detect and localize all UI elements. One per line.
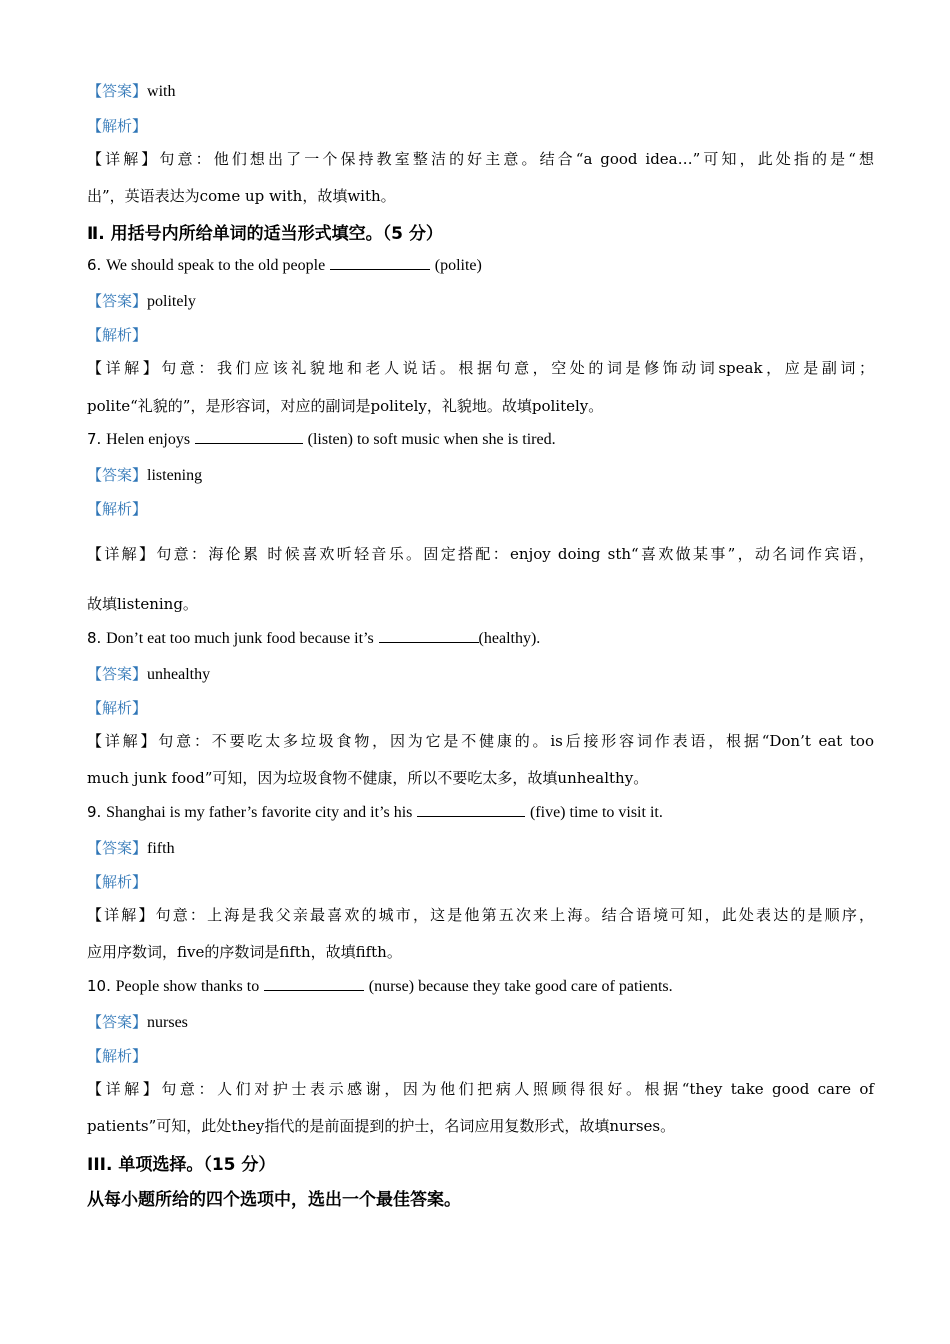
analysis-label: 【解析】 — [87, 699, 148, 717]
q6-stem-before: We should speak to the old people — [106, 257, 326, 274]
q7-detail-text2: 故填listening。 — [87, 595, 198, 613]
detail-label: 【详解】 — [87, 1080, 162, 1098]
q8-detail-text2: much junk food”可知，因为垃圾食物不健康，所以不要吃太多，故填unhealthy。 — [87, 769, 649, 787]
q9-detail-line1 — [87, 904, 874, 925]
q5-detail-text1: 句意：他们想出了一个保持教室整洁的好主意。结合“a good idea…”可知，此处指的是“想 — [159, 150, 874, 168]
q9-detail-text2: 应用序数词，five的序数词是fifth，故填fifth。 — [87, 943, 402, 961]
q8-detail-line1 — [87, 730, 874, 751]
q5-detail-line1 — [87, 148, 874, 169]
q7-answer: listening — [147, 467, 203, 484]
q8-answer: unhealthy — [147, 666, 211, 683]
detail-label: 【详解】 — [87, 732, 159, 750]
q6-detail-line2 — [87, 395, 874, 416]
q7-detail-line2 — [87, 593, 874, 614]
q6-stem-after: (polite) — [434, 257, 482, 274]
q9-number: 9. — [87, 803, 102, 821]
analysis-label: 【解析】 — [87, 1047, 148, 1065]
q5-analysis-label — [87, 115, 874, 136]
q10-detail-line1 — [87, 1078, 874, 1099]
q7-stem-after: (listen) to soft music when she is tired. — [307, 431, 556, 448]
q7-number: 7. — [87, 430, 102, 448]
q9-stem-before: Shanghai is my father’s favorite city and it’s his — [106, 804, 413, 821]
q9-detail-text1: 句意：上海是我父亲最喜欢的城市，这是他第五次来上海。结合语境可知，此处表达的是顺序， — [155, 906, 874, 924]
q9-analysis-label — [87, 871, 874, 892]
q8-stem-after: (healthy). — [478, 630, 541, 647]
q10-stem-before: People show thanks to — [115, 978, 260, 995]
q7-analysis-label — [87, 498, 874, 519]
q6-number: 6. — [87, 256, 102, 274]
q9-answer: fifth — [147, 840, 175, 857]
q8-blank — [379, 628, 479, 643]
q5-detail-text2: 出”，英语表达为come up with，故填with。 — [87, 187, 396, 205]
q5-detail-line2 — [87, 185, 874, 206]
q10-detail-line2 — [87, 1115, 874, 1136]
answer-label: 【答案】 — [87, 292, 148, 310]
q10-answer-line — [87, 1011, 874, 1032]
q8-detail-text1: 句意：不要吃太多垃圾食物，因为它是不健康的。is后接形容词作表语，根据“Don’t eat too — [158, 732, 874, 750]
q10-stem-after: (nurse) because they take good care of patients. — [368, 978, 673, 995]
q10-stem — [87, 976, 874, 996]
q10-answer: nurses — [147, 1014, 188, 1031]
q8-answer-line — [87, 663, 874, 684]
q6-detail-text1: 句意：我们应该礼貌地和老人说话。根据句意，空处的词是修饰动词speak，应是副词； — [161, 359, 874, 377]
detail-label: 【详解】 — [87, 359, 162, 377]
q9-answer-line — [87, 837, 874, 858]
q10-analysis-label — [87, 1045, 874, 1066]
q7-detail-text1: 句意：海伦累 时候喜欢听轻音乐。固定搭配：enjoy doing sth“喜欢做某事”，动名词作宾语， — [156, 545, 874, 563]
q9-stem-after: (five) time to visit it. — [529, 804, 663, 821]
answer-label: 【答案】 — [87, 839, 148, 857]
answer-label: 【答案】 — [87, 82, 148, 100]
q6-answer: politely — [147, 293, 196, 310]
q7-stem-before: Helen enjoys — [106, 431, 191, 448]
answer-label: 【答案】 — [87, 1013, 148, 1031]
analysis-label: 【解析】 — [87, 873, 148, 891]
analysis-label: 【解析】 — [87, 500, 148, 518]
q7-detail-line1 — [87, 543, 874, 564]
q6-detail-text2: polite“礼貌的”，是形容词，对应的副词是politely，礼貌地。故填politely。 — [87, 397, 604, 415]
q9-stem — [87, 802, 874, 822]
q10-detail-text2: patients”可知，此处they指代的是前面提到的护士，名词应用复数形式，故填nurses。 — [87, 1117, 676, 1135]
q8-stem-before: Don’t eat too much junk food because it’s — [106, 630, 374, 647]
section-3-title: III. 单项选择。（15 分） — [87, 1155, 276, 1175]
q10-blank — [264, 976, 364, 991]
q7-blank — [195, 429, 303, 444]
analysis-label: 【解析】 — [87, 326, 148, 344]
q8-analysis-label — [87, 697, 874, 718]
q10-number: 10. — [87, 977, 111, 995]
detail-label: 【详解】 — [87, 150, 160, 168]
q9-blank — [417, 802, 525, 817]
detail-label: 【详解】 — [87, 545, 157, 563]
q6-blank — [330, 255, 430, 270]
q6-stem — [87, 255, 874, 275]
analysis-label: 【解析】 — [87, 117, 148, 135]
q6-analysis-label — [87, 324, 874, 345]
answer-label: 【答案】 — [87, 466, 148, 484]
q6-detail-line1 — [87, 357, 874, 378]
q8-number: 8. — [87, 629, 102, 647]
answer-label: 【答案】 — [87, 665, 148, 683]
q8-stem — [87, 628, 874, 648]
q7-stem — [87, 429, 874, 449]
detail-label: 【详解】 — [87, 906, 156, 924]
q7-answer-line — [87, 464, 874, 485]
q9-detail-line2 — [87, 941, 874, 962]
section-2-title: Ⅱ. 用括号内所给单词的适当形式填空。（5 分） — [87, 224, 443, 244]
q10-detail-text1: 句意：人们对护士表示感谢，因为他们把病人照顾得很好。根据“they take good care of — [161, 1080, 874, 1098]
q8-detail-line2 — [87, 767, 874, 788]
q6-answer-line — [87, 290, 874, 311]
q5-answer-line — [87, 80, 874, 101]
section-3-instruction: 从每小题所给的四个选项中，选出一个最佳答案。 — [87, 1190, 461, 1210]
q5-answer: with — [147, 83, 176, 100]
